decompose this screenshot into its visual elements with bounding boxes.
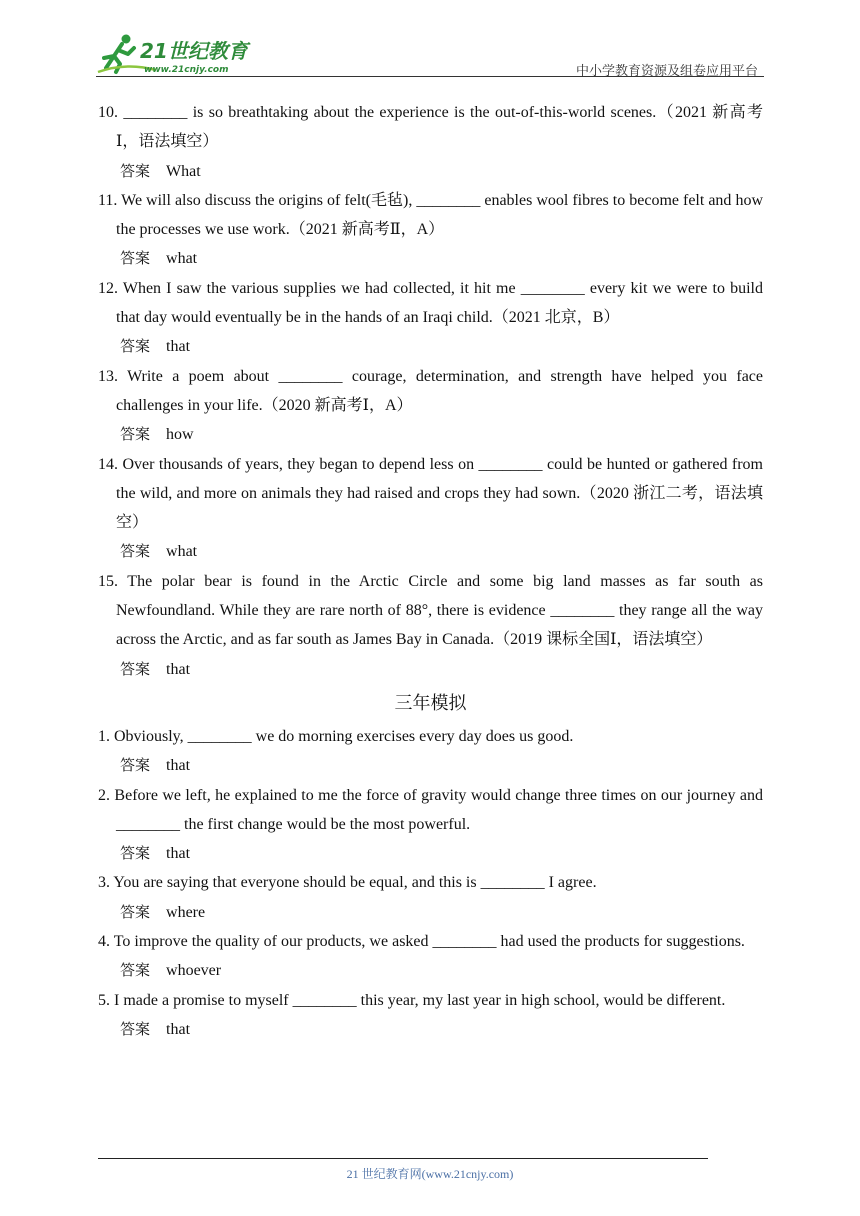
footer-text: 21 世纪教育网(www.21cnjy.com) [346, 1167, 514, 1181]
question-content [98, 98, 763, 1044]
answer-value: what [166, 543, 198, 561]
answer-line [98, 244, 763, 273]
answer-line [98, 1015, 763, 1044]
answer-value: that [166, 757, 191, 775]
answer-value: where [166, 903, 206, 921]
answer-value: that [166, 845, 191, 863]
header-divider [96, 76, 764, 77]
answer-line [98, 751, 763, 780]
question-text: 3. You are saying that everyone should be equal, and this is ________ I agree. [98, 874, 597, 892]
answer-label: 答案 [120, 425, 151, 444]
question-text: 13. Write a poem about ________ courage, determination, and strength have helped you face challenges in your life.（2020 新高考Ⅰ，A） [98, 367, 763, 414]
answer-line [98, 655, 763, 684]
answer-label: 答案 [120, 337, 151, 356]
answer-line [98, 898, 763, 927]
answer-line [98, 537, 763, 566]
question-text: 4. To improve the quality of our products, we asked ________ had used the products for suggestions. [98, 933, 745, 951]
answer-value: that [166, 338, 191, 356]
answer-value: that [166, 660, 191, 678]
answer-label: 答案 [120, 161, 151, 180]
logo-text: 21世纪教育 [140, 39, 248, 63]
answer-line [98, 956, 763, 985]
question-text: 14. Over thousands of years, they began to depend less on ________ could be hunted or gathered from the wild, and more on animals they had raised and crops they had sown.（2020 浙江二考，语法填空） [98, 455, 763, 532]
answer-line [98, 157, 763, 186]
answer-label: 答案 [120, 542, 151, 561]
answer-label: 答案 [120, 1019, 151, 1038]
header-platform-text: 中小学教育资源及组卷应用平台 [575, 64, 758, 79]
answer-label: 答案 [120, 249, 151, 268]
question-text: 11. We will also discuss the origins of felt(毛毡), ________ enables wool fibres to become felt and how the processes we use work.（2021 新高考Ⅱ，A） [98, 191, 763, 239]
page-header [96, 30, 764, 78]
answer-label: 答案 [120, 659, 151, 678]
answer-value: whoever [166, 962, 222, 980]
question-text: 5. I made a promise to myself ________ this year, my last year in high school, would be different. [98, 991, 726, 1009]
question-list-b [98, 722, 763, 1044]
question-text: 2. Before we left, he explained to me the force of gravity would change three times on our journey and ________ the first change would be the most powerful. [98, 786, 763, 833]
logo-url: www.21cnjy.com [144, 65, 229, 75]
question-text: 12. When I saw the various supplies we had collected, it hit me ________ every kit we were to build that day would eventually be in the hands of an Iraqi child.（2021 北京，B） [98, 279, 763, 327]
answer-value: what [166, 250, 198, 268]
answer-label: 答案 [120, 844, 151, 863]
answer-label: 答案 [120, 902, 151, 921]
answer-line [98, 839, 763, 868]
footer-divider [98, 1158, 708, 1159]
question-text: 10. ________ is so breathtaking about the experience is the out-of-this-world scenes.（2021 新高考Ⅰ，语法填空） [98, 104, 763, 151]
answer-label: 答案 [120, 961, 151, 980]
answer-value: that [166, 1020, 191, 1038]
question-text: 1. Obviously, ________ we do morning exercises every day does us good. [98, 727, 574, 745]
answer-label: 答案 [120, 756, 151, 775]
answer-value: how [166, 426, 194, 444]
question-text: 15. The polar bear is found in the Arctic Circle and some big land masses as far south as Newfoundland. While they are rare north of 88°, there is evidence ________ they range all the way across the Arctic, and as far south as James Bay in Canada.（2019 课标全国Ⅰ，语法填空） [98, 572, 763, 649]
question-list-a [98, 98, 763, 684]
section-title: 三年模拟 [394, 692, 467, 714]
answer-value: What [166, 162, 201, 180]
logo [96, 32, 266, 76]
answer-line [98, 420, 763, 449]
answer-line [98, 332, 763, 361]
